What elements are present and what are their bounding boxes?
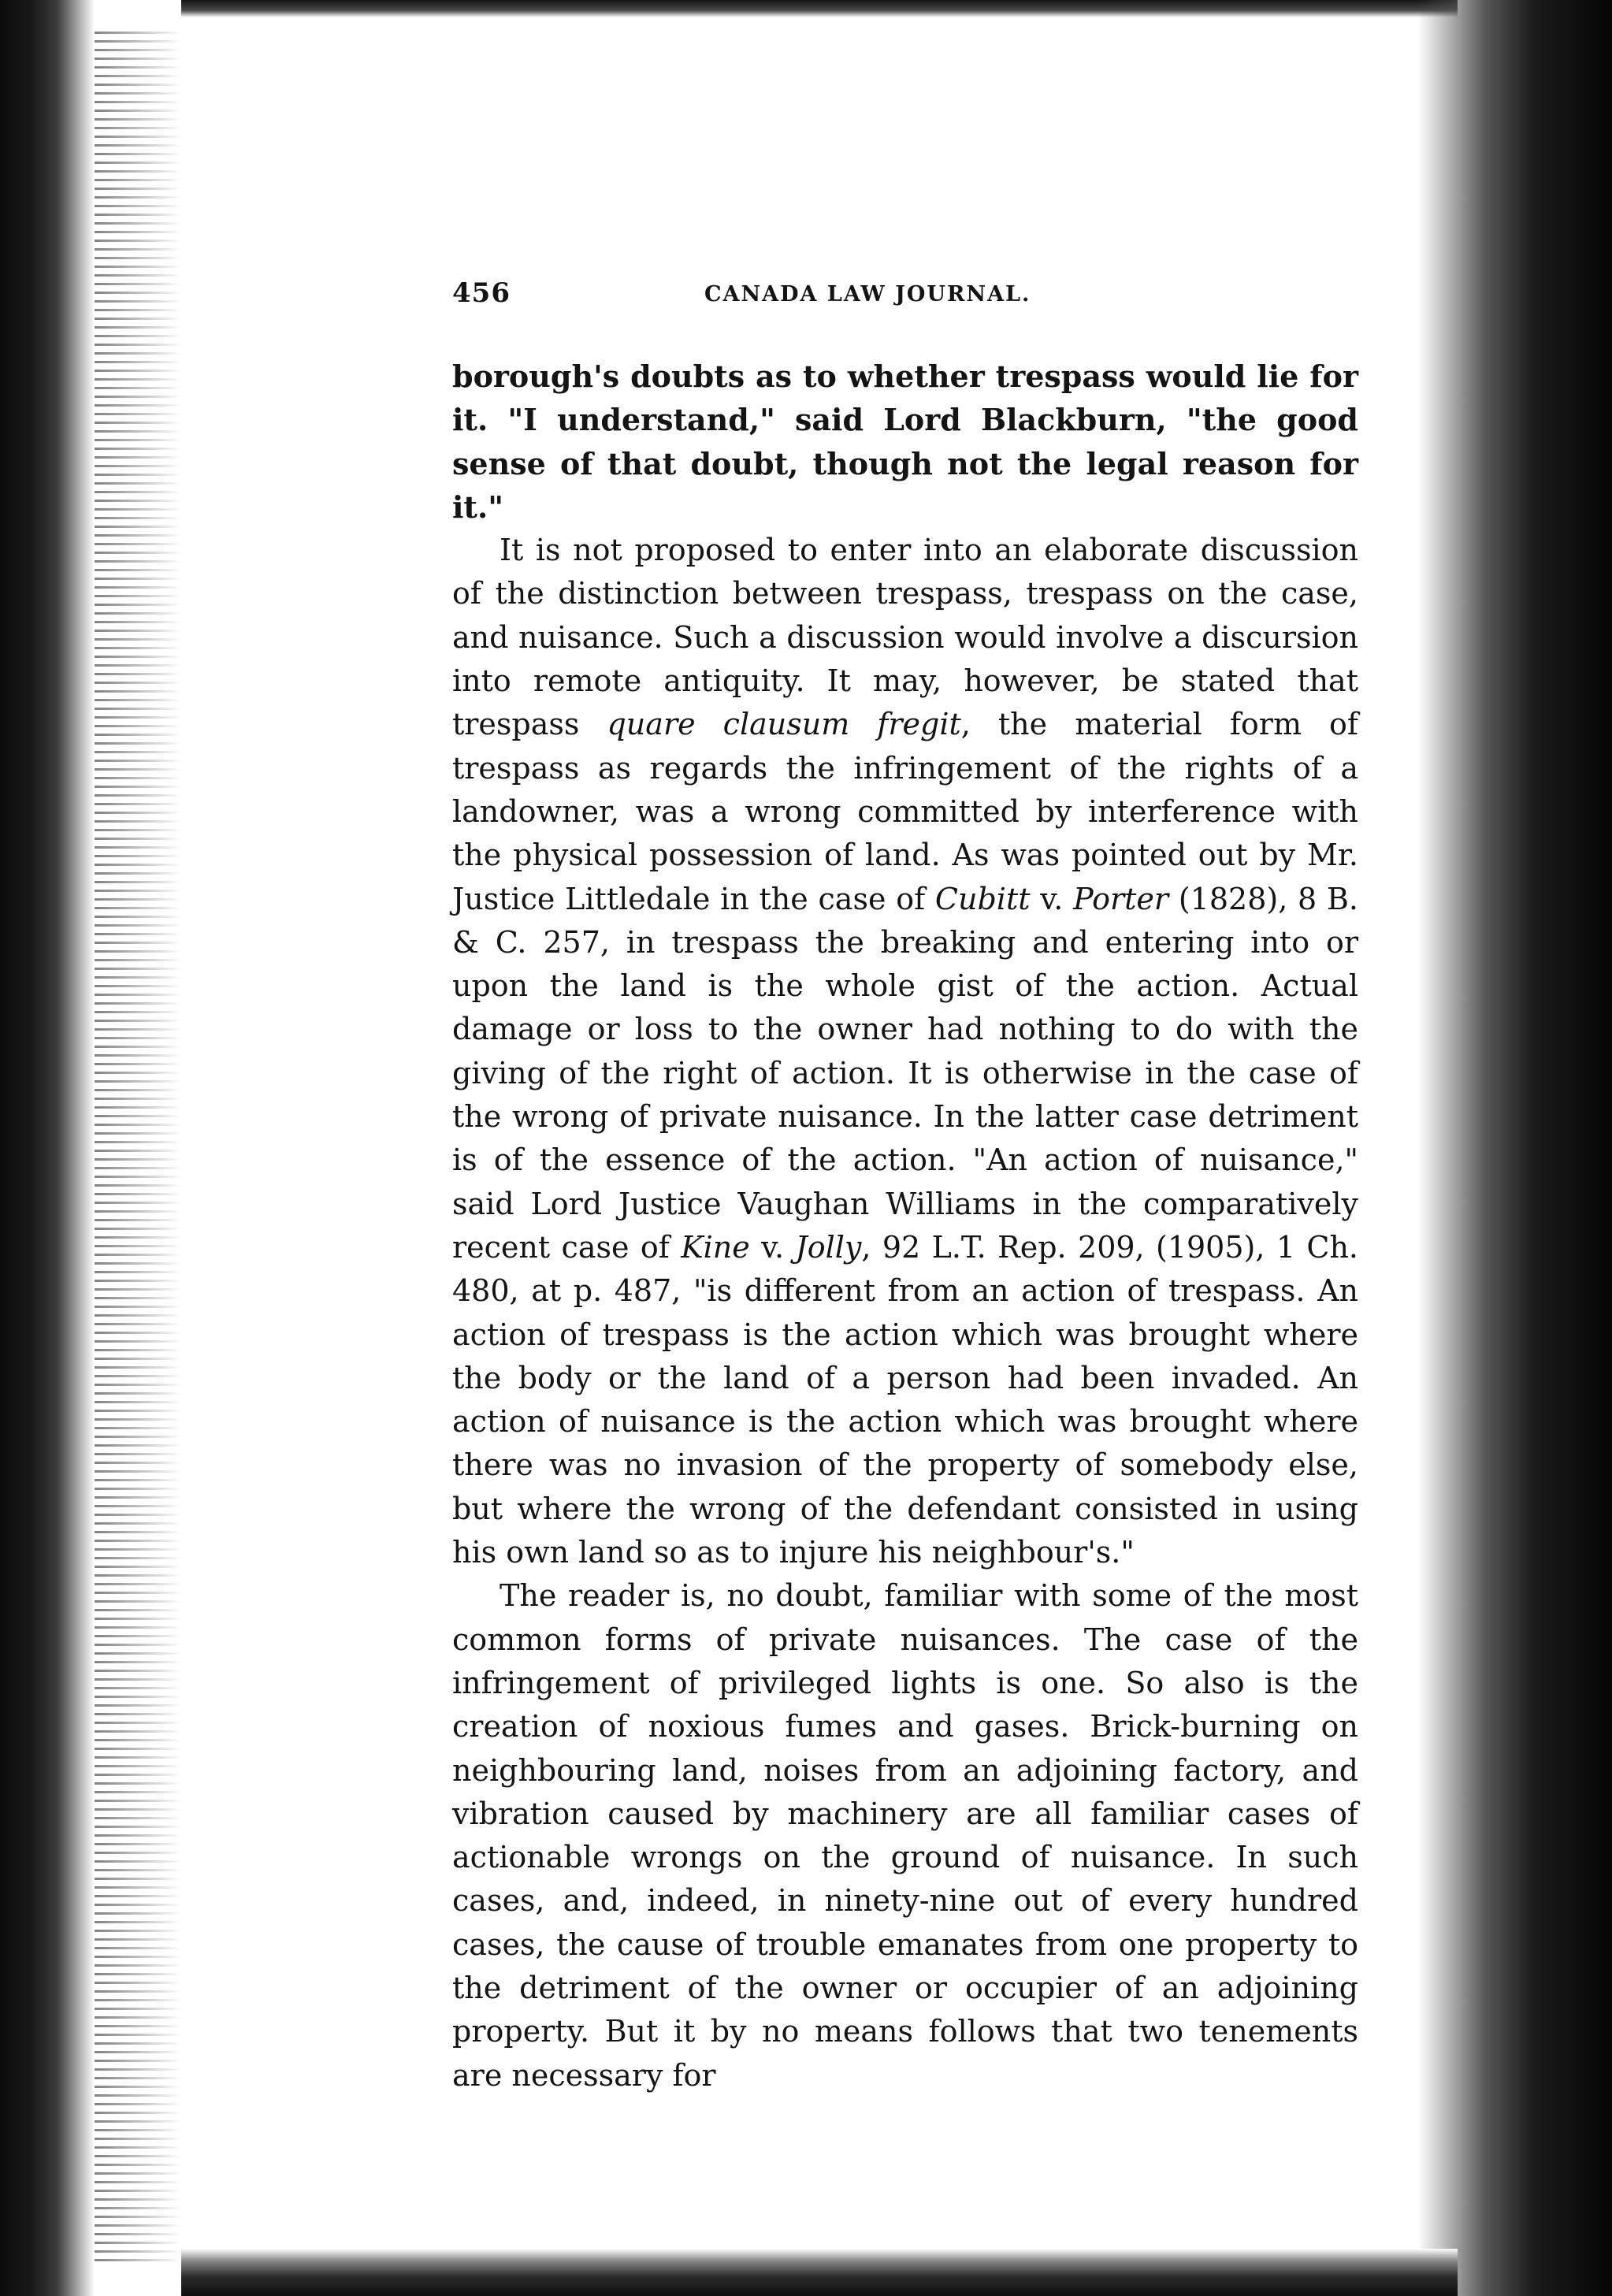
case-name-cubitt: Cubitt [934,881,1031,916]
paragraph-1-text: borough's doubts as to whether trespass would lie for it. "I understand," said Lord Blackburn, "the good sense of that doubt, though not the legal reason for it." [452,359,1358,525]
scan-shadow-right [1418,0,1612,2296]
scan-binding-shadow-left [0,0,95,2296]
paragraph-2 [452,529,1358,1574]
page-number: 456 [452,277,511,309]
versus-1: v. [1030,881,1074,916]
scan-shadow-top [181,0,1458,17]
scan-shadow-bottom [181,2249,1458,2296]
case-name-kine: Kine [681,1229,750,1265]
scan-binding-streaks [95,32,181,2261]
paragraph-2-text-b: (1828), 8 B. & C. 257, in trespass the breaking and entering into or upon the land is the whole gist of the action. Actual damage or loss to the owner had nothing to do with the giving of the right of action. It is otherwise in the case of the wrong of private nuisance. In the latter case detriment is of the essence of the action. "An action of nuisance," said Lord Justice Vaughan Williams in the comparatively recent case of [452,881,1358,1265]
paragraph-1 [452,355,1358,529]
latin-term-quare-clausum-fregit: quare clausum fregit [607,707,961,742]
case-name-porter: Porter [1073,881,1169,916]
paragraph-2-text-a: , the material form of trespass as regards the infringement of the rights of a landowner, was a wrong committed by interference with the physical possession of land. As was pointed out by Mr. Justice Littledale in the case of [452,707,1358,916]
paragraph-3-text: The reader is, no doubt, familiar with some of the most common forms of private nuisances. The case of the infringement of privileged lights is one. So also is the creation of noxious fumes and gases. Brick-burning on neighbouring land, noises from an adjoining factory, and vibration caused by machinery are all familiar cases of actionable wrongs on the ground of nuisance. In such cases, and, indeed, in ninety-nine out of every hundred cases, the cause of trouble emanates from one property to the detriment of the owner or occupier of an adjoining property. But it by no means follows that two tenements are necessary for [452,1578,1358,2093]
paragraph-2-text-c: , 92 L.T. Rep. 209, (1905), 1 Ch. 480, at p. 487, "is different from an action of trespass. An action of trespass is the action which was brought where the body or the land of a person had been invaded. An action of nuisance is the action which was brought where there was no invasion of the property of somebody else, but where the wrong of the defendant consisted in using his own land so as to injure his neighbour's." [452,1229,1359,1570]
journal-title: CANADA LAW JOURNAL. [704,282,1031,307]
case-name-jolly: Jolly [795,1229,862,1265]
paragraph-3 [452,1574,1358,2097]
article-body [452,355,1358,2097]
paragraph-2-lead: It is not proposed to enter into an elaborate discussion of the distinction between trespass, trespass on the case, and nuisance. Such a discussion would involve a discursion into remote antiquity. It may, however, be stated that trespass [452,533,1358,742]
versus-2: v. [749,1229,796,1265]
running-head [452,277,1350,314]
